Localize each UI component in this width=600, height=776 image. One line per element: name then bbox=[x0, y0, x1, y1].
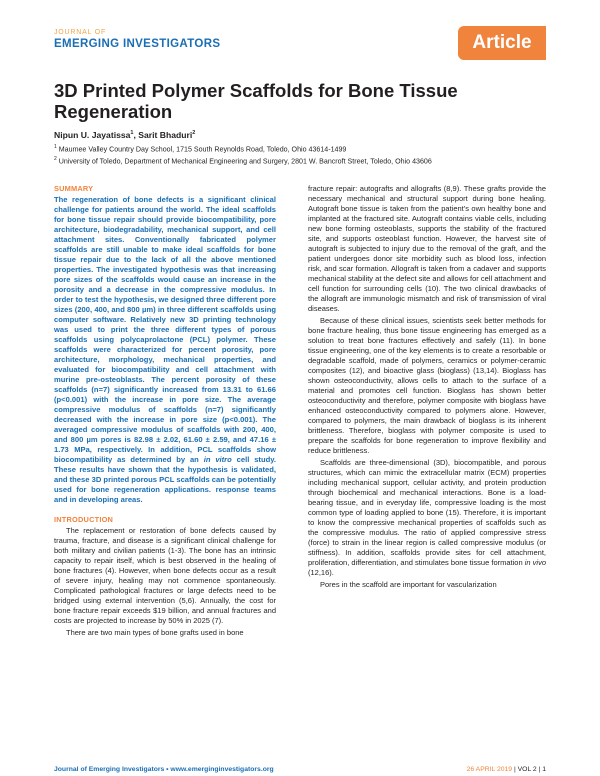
paragraph-italic: in vivo bbox=[524, 558, 546, 567]
left-column bbox=[54, 184, 276, 638]
page-number: 1 bbox=[542, 766, 546, 773]
paragraph-body: Scaffolds are three-dimensional (3D), biocompatible, and porous structures, which can mimic the extracellular matrix (ECM) properties including mechanical support, cellular activity, and protein production through biochemical and mechanical interactions. Bone is a load-bearing tissue, and in everyday life, compressive loading is the most common type of loading applied to bone (15). Therefore, it is important to know the compressive mechanical properties of scaffolds such as the compressive modulus. The ratio of applied compressive stress (force) to strain in the linear region is called compressive modulus (or stiffness). In addition, scaffolds provide sites for cell attachment, proliferation, differentiation, and stimulates bone tissue formation bbox=[308, 458, 546, 567]
author-name: Nipun U. Jayatissa bbox=[54, 130, 131, 140]
introduction-heading: INTRODUCTION bbox=[54, 515, 114, 525]
affiliation-text: University of Toledo, Department of Mechanical Engineering and Surgery, 2801 W. Bancroft Street, Toledo, Ohio 43606 bbox=[58, 157, 432, 166]
journal-logo-small: JOURNAL OF bbox=[54, 29, 107, 36]
summary-italic: in vitro bbox=[203, 455, 232, 465]
paragraph: The replacement or restoration of bone defects caused by trauma, fracture, and disease is a significant clinical challenge for both military and civilian patients (1-3). The bone has an intrinsic capacity to repair itself, which is best observed in the healing of bone fractures (4). However, when bone defects occur as a result of severe injury, healing may not commence spontaneously. Complicated pathological fractures or large defects need to be bridged using external intervention (5,6). Annually, the cost for bone fracture repair exceeds $19 billion, and annual fractures and costs are projected to increase by 50% in 2025 (7). bbox=[54, 526, 276, 626]
affiliation bbox=[54, 143, 346, 154]
paragraph-body-end: (12,16). bbox=[308, 568, 334, 577]
journal-logo-name: EMERGING INVESTIGATORS bbox=[54, 38, 221, 50]
paragraph: Pores in the scaffold are important for vascularization bbox=[320, 580, 497, 589]
paragraph: fracture repair: autografts and allografts (8,9). These grafts provide the necessary mechanical and structural support during bone healing. Autograft bone tissue is taken from the patient's own healthy bone and implanted at the fractured site. Autograft contains viable cells, including new bone forming osteoblasts, supports the stability of the fractured site, and supports osteoblast function. However, the harvest site of autograft is subjected to injury due to the removal of the graft, and the patient undergoes donor site morbidity such as blood loss, infection risk, and scar formation. Allograft is taken from a cadaver and supports mechanical stability at the defect site and allows for cell attachment and cell function for surrounding cells (10). The two clinical drawbacks of the allograft are immunologic mismatch and risk of transmission of viral diseases. bbox=[308, 184, 546, 313]
publication-date: 26 APRIL 2019 bbox=[466, 766, 513, 773]
body-text bbox=[308, 184, 546, 590]
article-type-badge: Article bbox=[458, 26, 546, 60]
right-column bbox=[308, 184, 546, 590]
author-separator: , bbox=[133, 130, 139, 140]
author-name: Sarit Bhaduri bbox=[138, 130, 193, 140]
author-affiliation-mark: 1 bbox=[130, 130, 134, 137]
volume-number: VOL 2 bbox=[517, 766, 537, 773]
summary-heading: SUMMARY bbox=[54, 184, 94, 193]
summary-body-end: cell study. These results have shown that the hypothesis is validated, and these 3D printed porous PCL scaffolds can be potentially used for bone regeneration applications. response teams and in developing areas. bbox=[54, 455, 276, 505]
introduction-text bbox=[54, 526, 276, 638]
paragraph: There are two main types of bone grafts used in bone bbox=[66, 628, 244, 638]
footer-separator: | bbox=[536, 766, 543, 773]
summary-text bbox=[54, 195, 276, 505]
affiliation-text: Maumee Valley Country Day School, 1715 South Reynolds Road, Toledo, Ohio 43614-1499 bbox=[58, 145, 347, 154]
affiliation-mark: 2 bbox=[54, 156, 57, 162]
article-title: 3D Printed Polymer Scaffolds for Bone Tissue Regeneration bbox=[54, 80, 458, 122]
footer-issue-info bbox=[400, 766, 546, 773]
paragraph: Because of these clinical issues, scientists seek better methods for bone fracture healing, thus bone tissue engineering has emerged as a solution to treat bone fractures effectively and safely (11). In bone tissue engineering, one of the key elements is to create a resorbable or degradable scaffold, made of polymers, ceramics or polymer-ceramic composites (12), and bioactive glass (bioglass) (13,14). Bioglass has shown osteoconductivity, allows cells to attach to the surface of a material and promotes cell function. Bioglass has shown better osteoconductivity and therefore, polymer composite with bioglass have enhanced osteoconductivity compared to polymers alone. However, compared to polymers, the main drawback of bioglass is its inherent brittleness. Therefore, bioglass with polymer composite is used to prepare the scaffolds for bone regeneration to improve flexibility and reduce brittleness. bbox=[308, 316, 546, 455]
footer-separator: | bbox=[512, 766, 518, 773]
paragraph bbox=[308, 458, 546, 578]
journal-logo bbox=[54, 29, 220, 51]
summary-body: The regeneration of bone defects is a significant clinical challenge for patients around the world. The ideal scaffolds for bone tissue repair should provide biocompatibility, pore architecture, biodegradability, mechanical support, and cell attachment sites. Conventionally fabricated polymer scaffolds are still unable to make ideal scaffolds for bone tissue repair due to the lack of all the above mentioned properties. The investigated hypothesis was that increasing pore sizes of the scaffolds would cause an increase in the porosity and a decrease in the compressive modulus. In order to test the hypothesis, we designed three different pore sizes (200, 400, and 800 µm) in three different scaffolds using computer software. Relatively new 3D printing technology was used to print the three different types of porous scaffolds using polycaprolactone (PCL) polymer. These scaffolds were characterized for percent porosity, pore architecture, morphology, mechanical properties, and evaluated for biocompatibility and cell attachment with murine pre-osteoblasts. The percent porosity of these scaffolds (n=7) significantly increased from 13.31 to 61.66 (p<0.001) with the increase in pore size. The average compressive modulus of scaffolds (n=7) significantly decreased with the increase in pore size (p<0.001). The averaged compressive modulus of scaffolds with 200, 400, and 800 µm pores is 82.98 ± 2.02, 61.60 ± 2.59, and 47.16 ± 1.73 MPa, respectively. In addition, PCL scaffolds show biocompatibility as determined by an bbox=[54, 195, 276, 465]
footer-journal-info: Journal of Emerging Investigators • www.emerginginvestigators.org bbox=[54, 766, 274, 773]
author-list bbox=[54, 130, 195, 140]
author-affiliation-mark: 2 bbox=[192, 130, 196, 137]
affiliation-mark: 1 bbox=[54, 144, 57, 150]
affiliation bbox=[54, 155, 432, 166]
